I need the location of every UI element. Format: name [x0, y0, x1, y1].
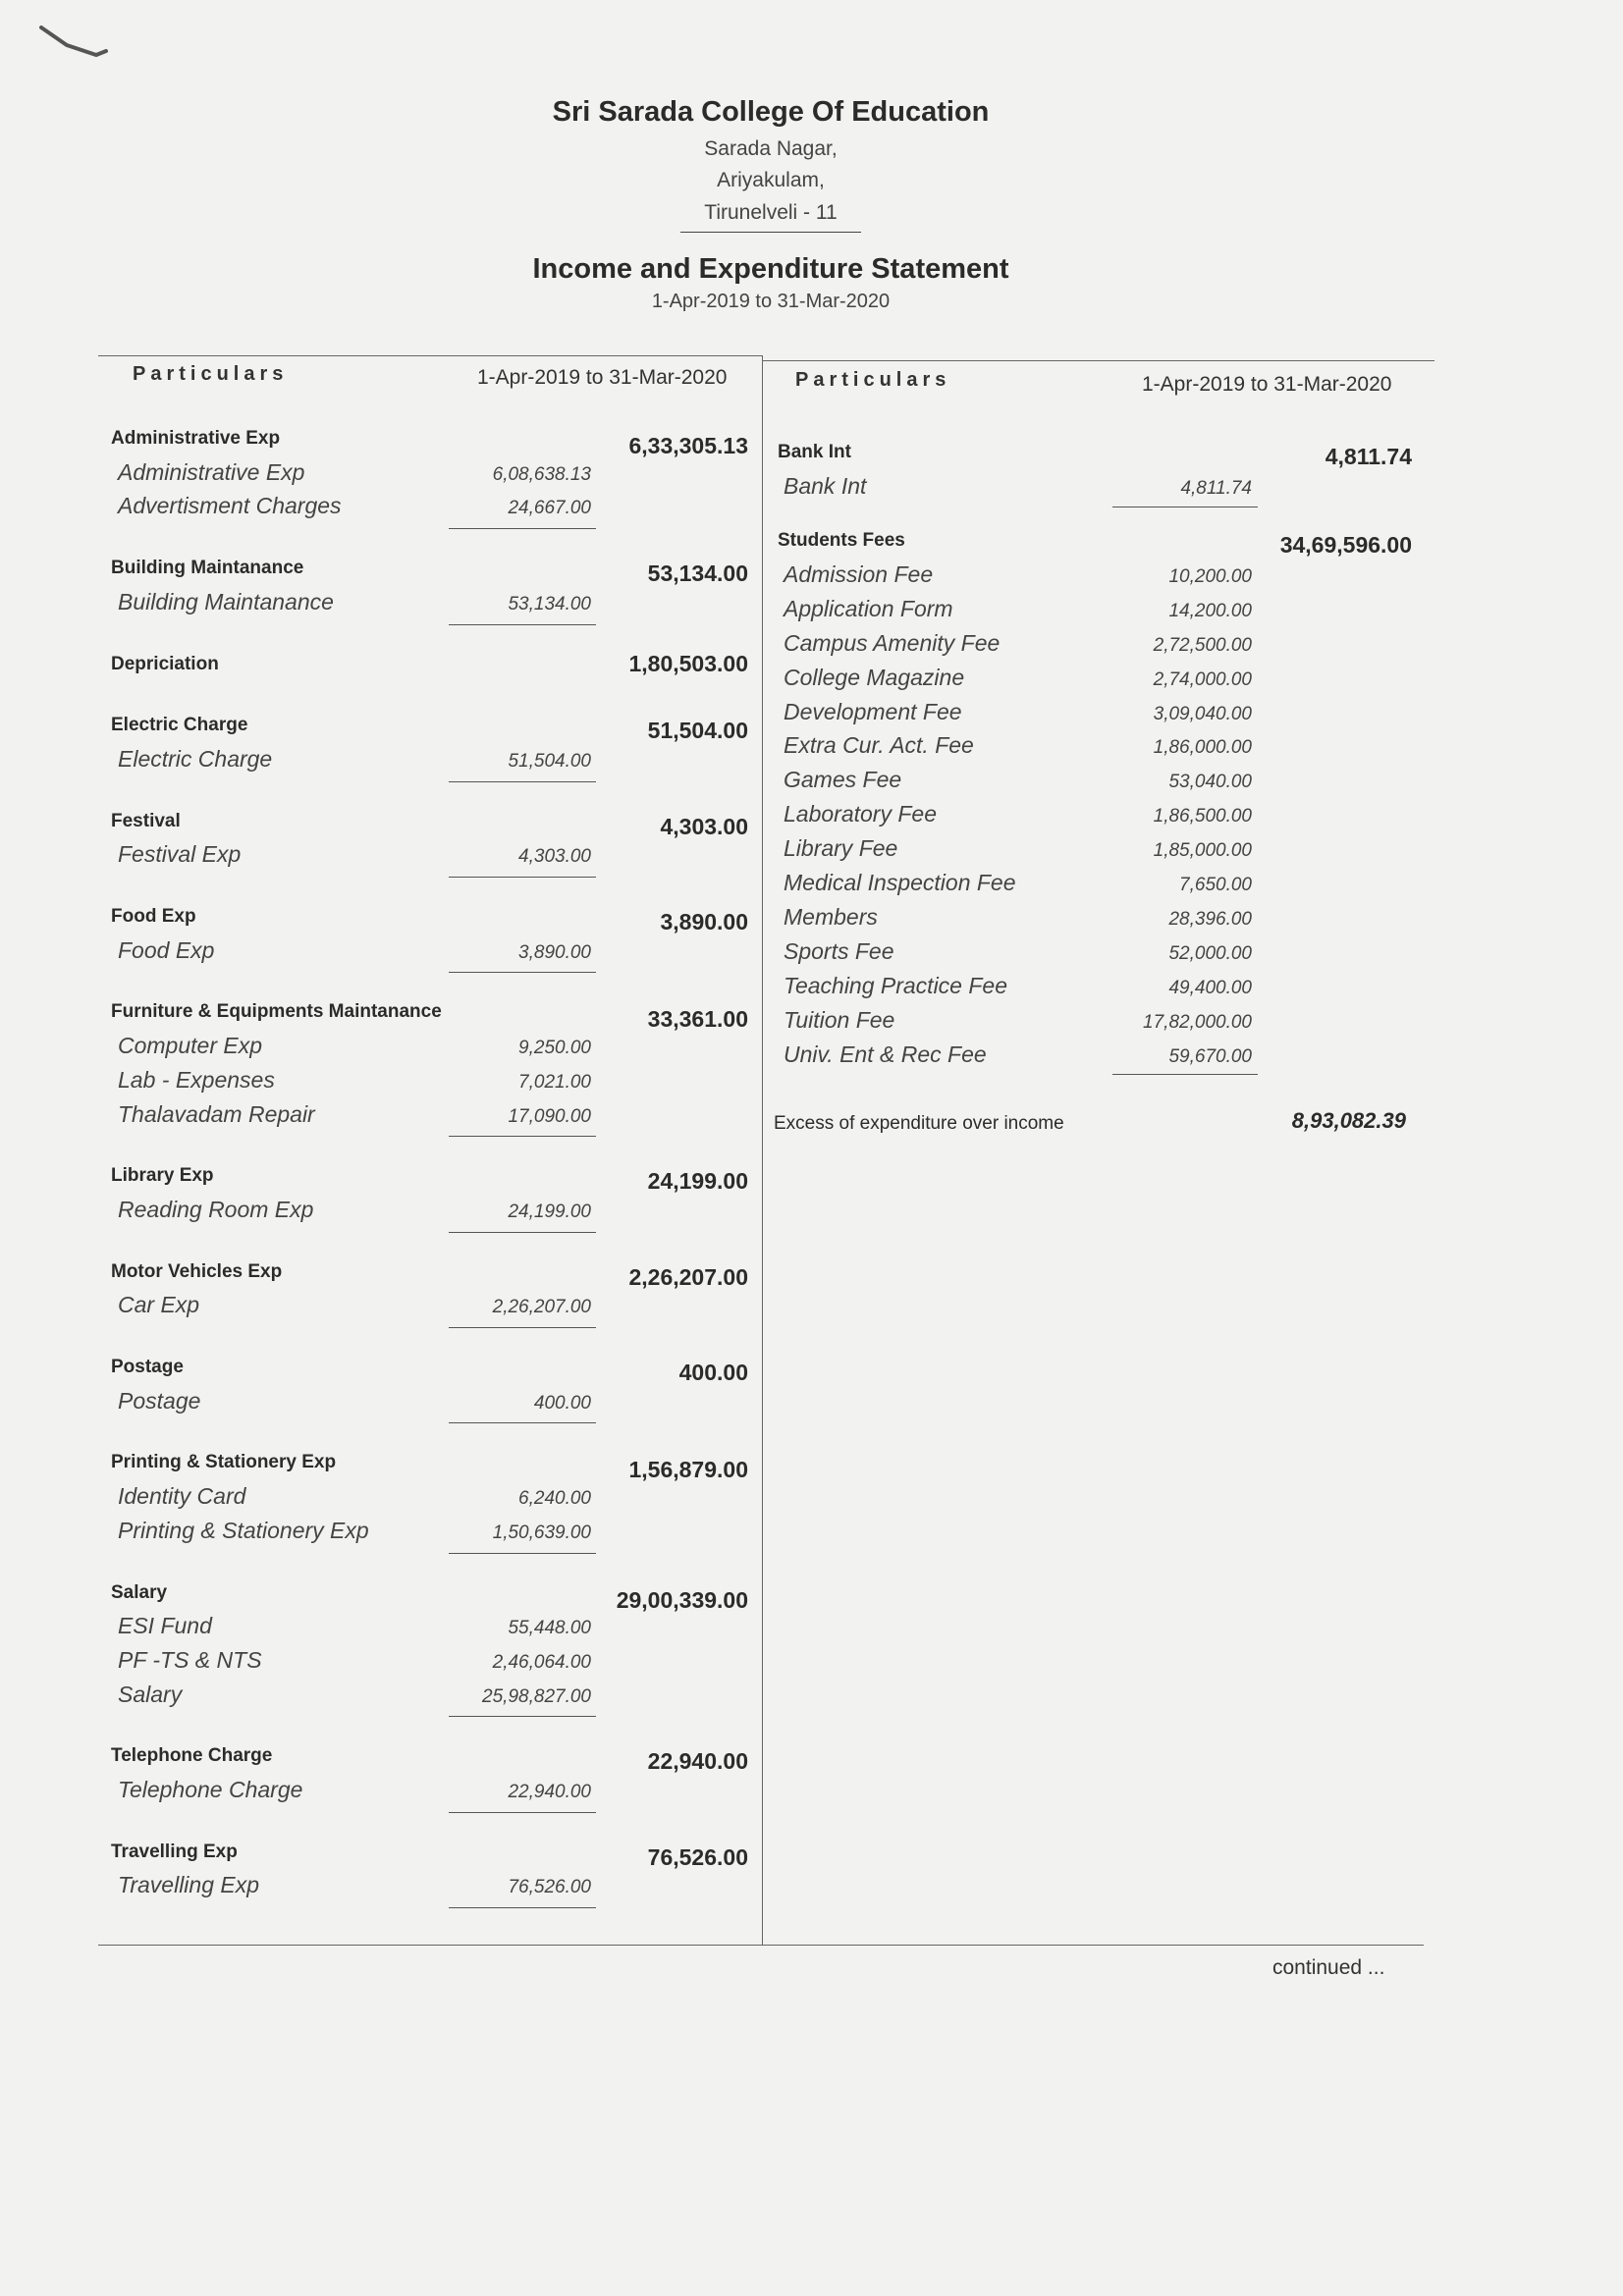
table-top-border-left — [98, 355, 762, 356]
expense-group-total: 24,199.00 — [647, 1168, 748, 1195]
expense-group-total: 51,504.00 — [647, 718, 748, 744]
subtotal-rule — [449, 877, 596, 878]
income-item-name: Bank Int — [784, 472, 867, 499]
expense-group-name: Library Exp — [111, 1165, 214, 1187]
expense-item-name: Salary — [118, 1681, 183, 1707]
income-item-amount: 49,400.00 — [1168, 977, 1252, 998]
expense-group-name: Depriciation — [111, 653, 219, 674]
expense-item-amount: 2,26,207.00 — [492, 1297, 591, 1318]
expense-item-name: Advertisment Charges — [118, 493, 342, 519]
subtotal-rule — [1112, 1074, 1258, 1075]
expense-group-name: Salary — [111, 1581, 168, 1603]
continued-note: continued ... — [1272, 1956, 1385, 1979]
left-particulars-header: Particulars — [133, 363, 289, 385]
income-item-amount: 1,86,500.00 — [1153, 806, 1252, 828]
expense-item-amount: 51,504.00 — [508, 750, 591, 772]
subtotal-rule — [449, 1327, 596, 1328]
income-item-name: Medical Inspection Fee — [784, 870, 1016, 895]
income-item-name: Development Fee — [784, 698, 962, 724]
expense-group-name: Motor Vehicles Exp — [111, 1260, 283, 1282]
income-group-total: 4,811.74 — [1325, 444, 1412, 469]
income-item-name: Univ. Ent & Rec Fee — [784, 1041, 987, 1067]
income-group-name: Bank Int — [778, 442, 851, 462]
expense-item-amount: 25,98,827.00 — [482, 1685, 591, 1707]
expense-group-name: Building Maintanance — [111, 558, 304, 579]
expense-item-name: Postage — [118, 1387, 201, 1414]
income-item-name: Teaching Practice Fee — [784, 972, 1008, 998]
expense-item-amount: 7,021.00 — [518, 1071, 591, 1093]
income-item-amount: 28,396.00 — [1168, 908, 1252, 930]
income-item-name: Campus Amenity Fee — [784, 629, 1001, 656]
expense-group-name: Food Exp — [111, 906, 196, 927]
expense-item-amount: 55,448.00 — [508, 1618, 591, 1639]
expense-item-amount: 24,199.00 — [508, 1201, 591, 1222]
expense-item-name: Car Exp — [118, 1292, 200, 1318]
expense-item-name: Telephone Charge — [118, 1777, 303, 1802]
income-item-amount: 10,200.00 — [1168, 565, 1252, 587]
expense-group-name: Postage — [111, 1357, 184, 1377]
expense-item-name: Festival Exp — [118, 841, 242, 868]
address-underline — [680, 232, 861, 233]
expense-group-name: Telephone Charge — [111, 1745, 273, 1767]
expense-item-amount: 2,46,064.00 — [492, 1651, 591, 1673]
income-item-amount: 7,650.00 — [1179, 875, 1252, 895]
expense-item-amount: 1,50,639.00 — [492, 1522, 591, 1543]
college-name: Sri Sarada College Of Education — [552, 96, 990, 128]
subtotal-rule — [449, 972, 596, 973]
expense-item-amount: 76,526.00 — [508, 1877, 591, 1898]
income-item-amount: 2,72,500.00 — [1153, 634, 1252, 656]
income-item-name: Extra Cur. Act. Fee — [784, 732, 974, 759]
income-group-name: Students Fees — [778, 530, 905, 551]
expense-item-name: PF -TS & NTS — [118, 1646, 262, 1673]
expense-item-name: Electric Charge — [118, 745, 273, 772]
subtotal-rule — [449, 1136, 596, 1137]
income-item-amount: 2,74,000.00 — [1153, 668, 1252, 690]
expense-group-name: Printing & Stationery Exp — [111, 1452, 337, 1473]
expense-item-name: Food Exp — [118, 936, 215, 963]
income-item-name: Sports Fee — [784, 937, 894, 964]
income-item-amount: 59,670.00 — [1168, 1045, 1252, 1067]
income-item-name: Tuition Fee — [784, 1006, 895, 1033]
expense-item-name: ESI Fund — [118, 1613, 212, 1639]
income-item-name: Laboratory Fee — [784, 801, 937, 828]
expense-item-name: Lab - Expenses — [118, 1066, 275, 1093]
expense-group-total: 22,940.00 — [647, 1748, 748, 1775]
address-line-2: Ariyakulam, — [717, 169, 825, 191]
expense-item-amount: 4,303.00 — [518, 846, 591, 868]
expense-group-name: Festival — [111, 810, 181, 831]
expense-item-amount: 9,250.00 — [518, 1038, 591, 1059]
expense-group-total: 6,33,305.13 — [628, 433, 748, 458]
left-period-header: 1-Apr-2019 to 31-Mar-2020 — [477, 366, 728, 389]
income-item-amount: 52,000.00 — [1168, 942, 1252, 964]
expense-group-total: 29,00,339.00 — [616, 1586, 748, 1613]
subtotal-rule — [449, 528, 596, 529]
expense-group-total: 400.00 — [678, 1360, 748, 1385]
income-item-name: College Magazine — [784, 664, 965, 690]
expense-group-total: 53,134.00 — [647, 561, 748, 587]
column-divider — [762, 355, 763, 1946]
expense-item-amount: 6,240.00 — [518, 1488, 591, 1510]
subtotal-rule — [449, 781, 596, 782]
income-item-amount: 17,82,000.00 — [1143, 1011, 1252, 1033]
income-item-amount: 1,86,000.00 — [1153, 737, 1252, 759]
expense-item-amount: 22,940.00 — [508, 1782, 591, 1802]
income-item-amount: 1,85,000.00 — [1153, 840, 1252, 862]
expense-item-amount: 17,090.00 — [508, 1105, 591, 1127]
statement-period: 1-Apr-2019 to 31-Mar-2020 — [651, 291, 891, 312]
subtotal-rule — [449, 1812, 596, 1813]
expense-group-total: 33,361.00 — [647, 1006, 748, 1033]
excess-label: Excess of expenditure over income — [774, 1113, 1064, 1134]
expense-item-name: Travelling Exp — [118, 1872, 260, 1898]
income-item-name: Games Fee — [784, 767, 902, 793]
income-item-name: Members — [784, 903, 878, 930]
income-item-name: Library Fee — [784, 835, 898, 862]
income-item-amount: 4,811.74 — [1180, 477, 1252, 499]
statement-title: Income and Expenditure Statement — [532, 253, 1009, 285]
table-top-border-right — [762, 360, 1434, 361]
expense-group-total: 1,80,503.00 — [628, 650, 748, 676]
income-item-name: Application Form — [784, 595, 953, 621]
income-item-amount: 14,200.00 — [1168, 600, 1252, 621]
right-particulars-header: Particulars — [795, 369, 951, 391]
expense-group-name: Furniture & Equipments Maintanance — [111, 1001, 442, 1023]
address-line-1: Sarada Nagar, — [704, 137, 838, 160]
expense-group-total: 1,56,879.00 — [628, 1457, 748, 1483]
expense-item-name: Administrative Exp — [118, 458, 305, 485]
income-item-amount: 53,040.00 — [1168, 772, 1252, 793]
expense-item-name: Thalavadam Repair — [118, 1100, 315, 1127]
expense-item-name: Printing & Stationery Exp — [118, 1517, 369, 1543]
expense-item-amount: 3,890.00 — [518, 941, 591, 963]
table-bottom-border — [98, 1945, 1424, 1946]
income-item-name: Admission Fee — [784, 561, 934, 587]
subtotal-rule — [449, 1553, 596, 1554]
expense-item-amount: 24,667.00 — [508, 498, 591, 519]
expense-item-amount: 53,134.00 — [508, 593, 591, 614]
expense-item-amount: 400.00 — [533, 1392, 591, 1414]
expense-group-total: 4,303.00 — [660, 813, 748, 839]
expense-item-name: Identity Card — [118, 1483, 246, 1510]
income-item-amount: 3,09,040.00 — [1153, 703, 1252, 724]
expense-group-total: 2,26,207.00 — [628, 1263, 748, 1290]
subtotal-rule — [449, 1716, 596, 1717]
address-line-3: Tirunelveli - 11 — [704, 201, 838, 224]
subtotal-rule — [449, 1907, 596, 1908]
expense-group-name: Administrative Exp — [111, 428, 281, 449]
excess-amount: 8,93,082.39 — [1291, 1108, 1406, 1133]
expense-group-name: Travelling Exp — [111, 1841, 238, 1862]
subtotal-rule — [449, 1422, 596, 1423]
income-group-total: 34,69,596.00 — [1279, 532, 1412, 558]
subtotal-rule — [449, 1232, 596, 1233]
subtotal-rule — [449, 624, 596, 625]
expense-item-name: Building Maintanance — [118, 588, 334, 614]
right-period-header: 1-Apr-2019 to 31-Mar-2020 — [1142, 373, 1392, 396]
expense-group-name: Electric Charge — [111, 715, 248, 736]
scan-mark — [39, 22, 118, 61]
expense-group-total: 76,526.00 — [647, 1843, 748, 1870]
expense-item-amount: 6,08,638.13 — [492, 463, 591, 485]
expense-item-name: Reading Room Exp — [118, 1196, 314, 1222]
expense-group-total: 3,890.00 — [660, 909, 748, 934]
expense-item-name: Computer Exp — [118, 1033, 263, 1059]
